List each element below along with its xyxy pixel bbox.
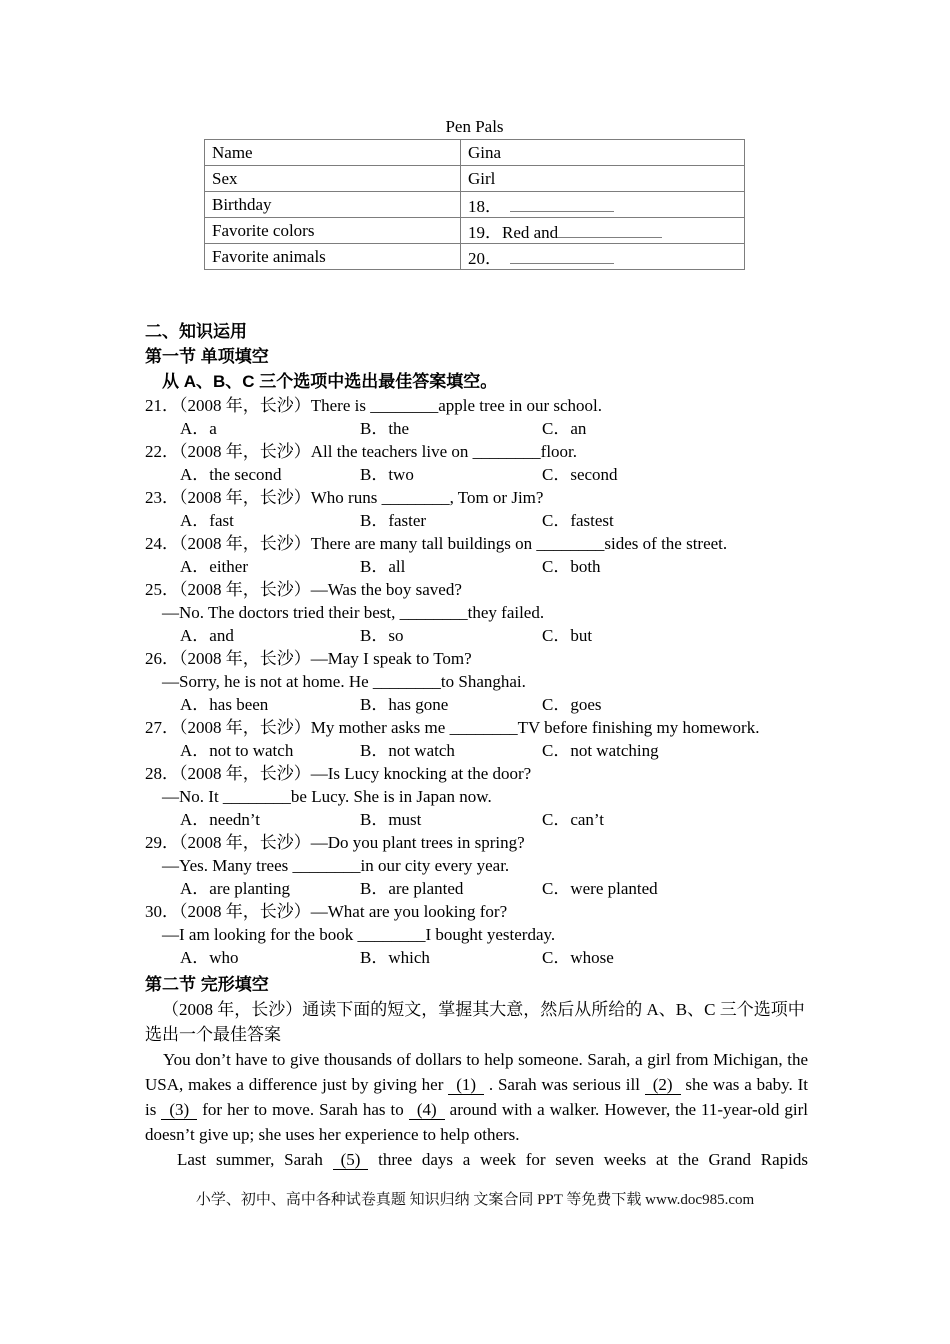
footer-watermark: 小学、初中、高中各种试卷真题 知识归纳 文案合同 PPT 等免费下载 www.doc985.com <box>195 1192 755 1208</box>
question <box>145 486 808 532</box>
cloze-instruction <box>145 997 808 1047</box>
table-row <box>205 218 745 244</box>
options-row <box>180 555 808 578</box>
question-stem: 22．（2008 年，长沙）All the teachers live on ________floor. <box>145 442 578 461</box>
options-row <box>180 693 808 716</box>
question-stem: 27．（2008 年，长沙）My mother asks me ________TV before finishing my homework. <box>145 718 760 737</box>
row-label: Sex <box>205 166 461 192</box>
row-value <box>461 192 745 218</box>
passage-paragraph: Last summer, Sarah (5) three days a week for seven weeks at the Grand Rapids <box>177 1150 808 1169</box>
cloze-blank: (1) <box>448 1075 484 1095</box>
row-value-text: Gina <box>468 142 502 162</box>
cloze-blank: (5) <box>333 1150 369 1170</box>
row-value-text: 20． <box>468 249 502 268</box>
blank-line <box>510 198 614 212</box>
question-stem: 26．（2008 年，长沙）—May I speak to Tom? <box>145 649 472 668</box>
option-a: A．fast <box>180 511 234 530</box>
option-a: A．needn’t <box>180 810 260 829</box>
option-b: B．all <box>360 557 406 576</box>
question <box>145 394 808 440</box>
blank-line <box>558 224 662 238</box>
option-c: C．were planted <box>542 879 658 898</box>
table-row <box>205 244 745 270</box>
row-label: Name <box>205 140 461 166</box>
part1-heading: 第一节 单项填空 <box>145 347 269 366</box>
cloze-passage <box>145 1047 808 1172</box>
options-row <box>180 946 808 969</box>
question-stem-line2: —I am looking for the book ________I bought yesterday. <box>162 925 556 944</box>
option-b: B．faster <box>360 511 427 530</box>
question <box>145 647 808 716</box>
table-row <box>205 140 745 166</box>
row-label: Favorite animals <box>205 244 461 270</box>
question-stem: 30．（2008 年，长沙）—What are you looking for? <box>145 902 508 921</box>
question <box>145 440 808 486</box>
question <box>145 900 808 969</box>
question-stem: 23．（2008 年，长沙）Who runs ________, Tom or Jim? <box>145 488 544 507</box>
option-c: C．goes <box>542 695 602 714</box>
option-a: A．are planting <box>180 879 290 898</box>
question-stem: 25．（2008 年，长沙）—Was the boy saved? <box>145 580 462 599</box>
section-heading-knowledge: 二、知识运用 <box>145 322 247 341</box>
part1-instruction: 从 A、B、C 三个选项中选出最佳答案填空。 <box>162 372 498 391</box>
question-stem-line2: —No. The doctors tried their best, ________they failed. <box>162 603 545 622</box>
row-value <box>461 244 745 270</box>
pen-pals-block <box>204 116 745 270</box>
question <box>145 831 808 900</box>
question-stem-line2: —No. It ________be Lucy. She is in Japan now. <box>162 787 492 806</box>
cloze-instruction-line2: 选出一个最佳答案 <box>145 1025 281 1044</box>
question <box>145 578 808 647</box>
cloze-blank: (2) <box>645 1075 681 1095</box>
options-row <box>180 808 808 831</box>
pen-pals-tbody <box>205 140 745 270</box>
cloze-blank: (4) <box>409 1100 445 1120</box>
question-stem-line2: —Yes. Many trees ________in our city every year. <box>162 856 510 875</box>
option-a: A．who <box>180 948 239 967</box>
question <box>145 532 808 578</box>
option-b: B．two <box>360 465 414 484</box>
question-stem: 24．（2008 年，长沙）There are many tall buildings on ________sides of the street. <box>145 534 728 553</box>
option-c: C．but <box>542 626 593 645</box>
question-stem: 29．（2008 年，长沙）—Do you plant trees in spring? <box>145 833 525 852</box>
cloze-instruction-line1: （2008 年，长沙）通读下面的短文，掌握其大意，然后从所给的 A、B、C 三个选项中 <box>162 1000 805 1019</box>
question-stem: 28．（2008 年，长沙）—Is Lucy knocking at the door? <box>145 764 532 783</box>
question-stem-line2: —Sorry, he is not at home. He ________to Shanghai. <box>162 672 526 691</box>
question <box>145 716 808 762</box>
question <box>145 762 808 831</box>
option-b: B．has gone <box>360 695 449 714</box>
row-value-text: 18． <box>468 197 502 216</box>
part2-heading: 第二节 完形填空 <box>145 975 269 994</box>
option-a: A．and <box>180 626 234 645</box>
option-a: A．a <box>180 419 217 438</box>
options-row <box>180 739 808 762</box>
option-b: B．which <box>360 948 430 967</box>
options-row <box>180 463 808 486</box>
option-c: C．not watching <box>542 741 659 760</box>
option-c: C．can’t <box>542 810 605 829</box>
option-b: B．are planted <box>360 879 464 898</box>
question-stem: 21．（2008 年，长沙）There is ________apple tree in our school. <box>145 396 603 415</box>
option-a: A．the second <box>180 465 282 484</box>
row-value <box>461 140 745 166</box>
option-c: C．whose <box>542 948 614 967</box>
options-row <box>180 417 808 440</box>
option-c: C．an <box>542 419 587 438</box>
option-a: A．either <box>180 557 248 576</box>
row-value-text: Girl <box>468 168 496 188</box>
option-a: A．not to watch <box>180 741 294 760</box>
row-value <box>461 218 745 244</box>
passage-paragraph: You don’t have to give thousands of dollars to help someone. Sarah, a girl from Michigan, the USA, makes a difference just by giving her (1) . Sarah was serious ill (2) she was a baby. It is (3) for her to move. Sarah has to (4) around with a walker. However, the 11-year-old girl doesn’t give up; she uses her experience to help others. <box>145 1050 808 1144</box>
option-b: B．not watch <box>360 741 455 760</box>
option-b: B．so <box>360 626 404 645</box>
options-row <box>180 509 808 532</box>
questions <box>145 394 808 969</box>
page-content <box>145 116 808 1172</box>
option-c: C．both <box>542 557 601 576</box>
pen-pals-table <box>204 139 745 270</box>
row-value <box>461 166 745 192</box>
cloze-blank: (3) <box>161 1100 197 1120</box>
option-b: B．must <box>360 810 422 829</box>
option-c: C．second <box>542 465 618 484</box>
option-a: A．has been <box>180 695 269 714</box>
row-label: Favorite colors <box>205 218 461 244</box>
row-value-text: 19．Red and <box>468 223 559 242</box>
blank-line <box>510 250 614 264</box>
pen-pals-title: Pen Pals <box>445 117 504 136</box>
options-row <box>180 877 808 900</box>
options-row <box>180 624 808 647</box>
table-row <box>205 192 745 218</box>
option-b: B．the <box>360 419 410 438</box>
option-c: C．fastest <box>542 511 614 530</box>
table-row <box>205 166 745 192</box>
row-label: Birthday <box>205 192 461 218</box>
